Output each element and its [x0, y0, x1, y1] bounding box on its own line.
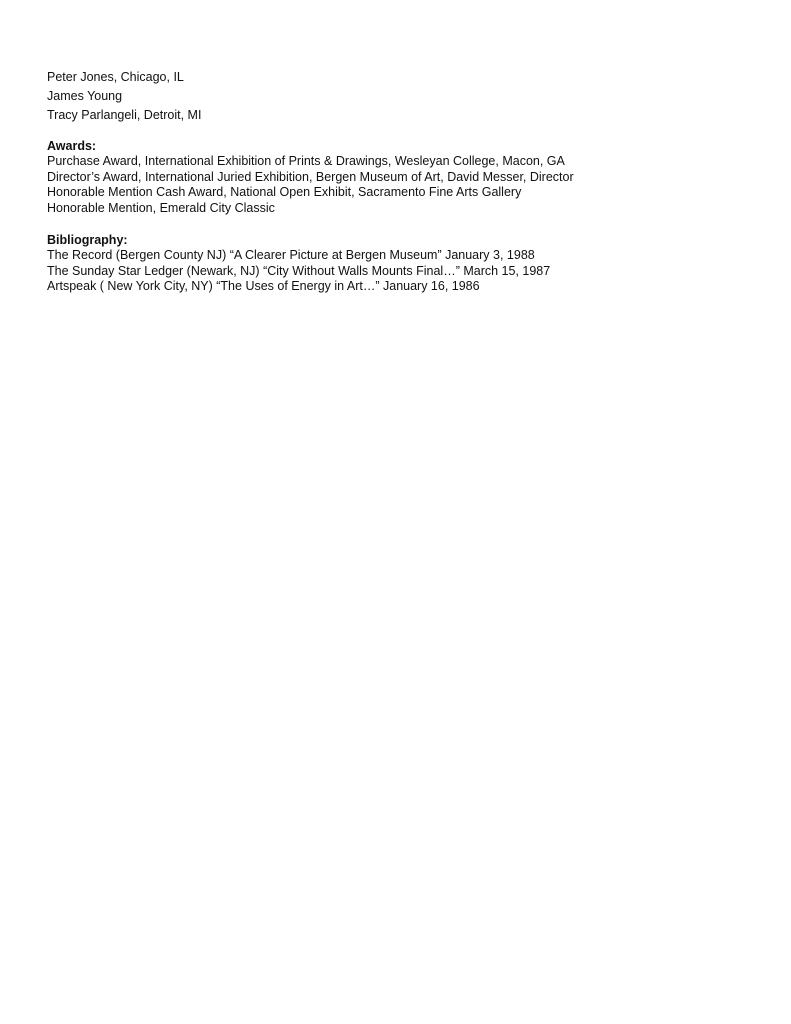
award-entry: Honorable Mention Cash Award, National Open Exhibit, Sacramento Fine Arts Gallery: [47, 185, 522, 199]
collector-entry: Tracy Parlangeli, Detroit, MI: [47, 108, 202, 122]
bibliography-entry: The Record (Bergen County NJ) “A Clearer Picture at Bergen Museum” January 3, 1988: [47, 248, 535, 262]
award-entry: Director’s Award, International Juried Exhibition, Bergen Museum of Art, David Messer, Director: [47, 169, 574, 184]
collector-entry: James Young: [47, 89, 123, 103]
bibliography-section: [47, 232, 767, 295]
collectors-list: [47, 68, 767, 125]
award-entry: Honorable Mention, Emerald City Classic: [47, 200, 275, 215]
collector-entry: Peter Jones, Chicago, IL: [47, 70, 184, 84]
bibliography-heading: Bibliography:: [47, 233, 128, 247]
document-page: [47, 68, 767, 295]
awards-section: [47, 138, 767, 216]
bibliography-entry: Artspeak ( New York City, NY) “The Uses of Energy in Art…” January 16, 1986: [47, 279, 480, 293]
bibliography-entry: The Sunday Star Ledger (Newark, NJ) “City Without Walls Mounts Final…” March 15, 1987: [47, 263, 551, 278]
award-entry: Purchase Award, International Exhibition of Prints & Drawings, Wesleyan College, Macon, GA: [47, 154, 565, 168]
awards-heading: Awards:: [47, 139, 97, 153]
